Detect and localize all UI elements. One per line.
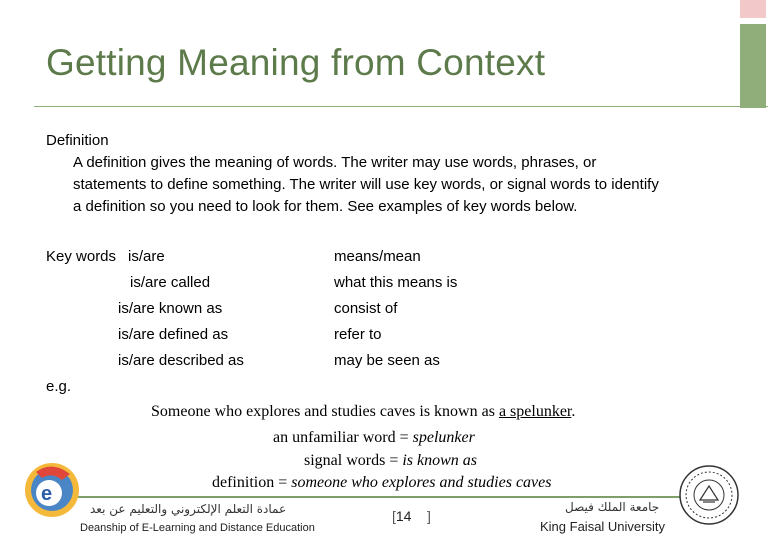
page-bracket-left-icon: [ — [392, 508, 396, 524]
page-number-value: 14 — [395, 508, 412, 524]
example-sentence — [151, 403, 575, 421]
key-word-right: consist of — [334, 300, 398, 317]
key-word-left: is/are — [128, 248, 165, 265]
definition-example-line — [212, 474, 551, 492]
definition-heading: Definition — [46, 132, 109, 149]
unfamiliar-word-label: an unfamiliar word = — [273, 429, 413, 446]
key-word-left: is/are called — [130, 274, 211, 291]
example-sentence-text: Someone who explores and studies caves is known as — [151, 403, 499, 420]
example-sentence-period: . — [571, 403, 576, 420]
page-bracket-right-icon: ] — [411, 508, 431, 524]
university-seal-icon — [678, 464, 740, 526]
e-learning-logo-icon — [22, 458, 82, 520]
unfamiliar-word-line — [273, 429, 475, 447]
signal-words-line — [304, 452, 477, 470]
accent-bar-green — [740, 24, 766, 108]
key-word-right: what this means is — [334, 274, 458, 291]
definition-body — [73, 152, 733, 218]
unfamiliar-word-value: spelunker — [412, 429, 475, 446]
slide-title: Getting Meaning from Context — [46, 42, 546, 83]
footer-deanship-arabic: عمادة التعلم الإلكتروني والتعليم عن بعد — [90, 502, 287, 516]
example-label: e.g. — [46, 378, 72, 395]
definition-line: a definition so you need to look for them. See examples of key words below. — [73, 198, 578, 215]
definition-example-value: someone who explores and studies caves — [291, 474, 552, 491]
footer-deanship-english: Deanship of E-Learning and Distance Education — [80, 522, 315, 534]
key-word-right: means/mean — [334, 248, 421, 265]
key-words-label: Key words — [46, 248, 117, 265]
svg-text:e: e — [41, 483, 53, 505]
footer-university-english: King Faisal University — [540, 519, 665, 534]
key-word-right: refer to — [334, 326, 382, 343]
key-word-left: is/are defined as — [118, 326, 229, 343]
footer-university-arabic: جامعة الملك فيصل — [565, 500, 660, 514]
page-number — [392, 508, 431, 524]
footer-divider — [70, 496, 710, 498]
example-sentence-underlined: a spelunker — [498, 403, 572, 420]
key-word-right: may be seen as — [334, 352, 440, 369]
key-word-left: is/are described as — [118, 352, 244, 369]
signal-words-label: signal words = — [304, 452, 403, 469]
signal-words-value: is known as — [402, 452, 478, 469]
accent-bar-pink — [740, 0, 766, 18]
title-divider — [34, 106, 768, 107]
definition-line: statements to define something. The writer will use key words, or signal words to identify — [73, 176, 659, 193]
definition-example-label: definition = — [212, 474, 292, 491]
key-word-left: is/are known as — [118, 300, 223, 317]
definition-line: A definition gives the meaning of words. The writer may use words, phrases, or — [73, 154, 597, 171]
